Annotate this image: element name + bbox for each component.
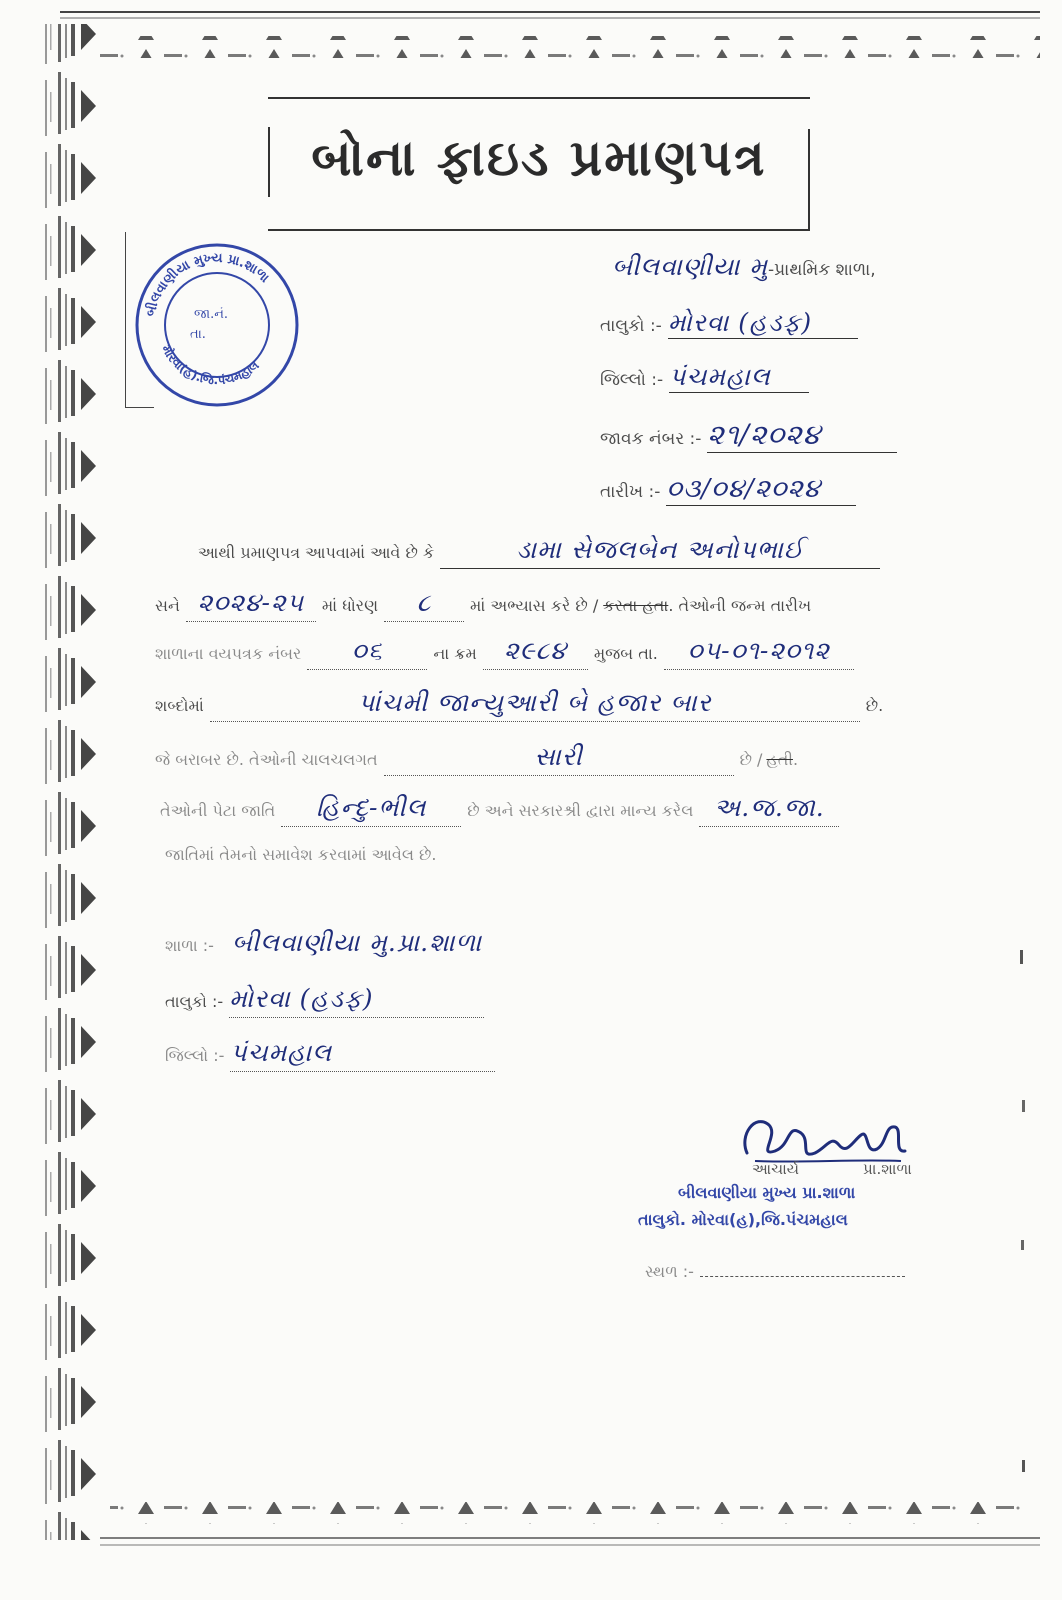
seal-ring-text: બીલવાણીયા મુખ્ય પ્રા.શાળા (143, 250, 272, 319)
register-no: ૦૬ (351, 636, 383, 665)
line2-a: સને (155, 596, 180, 615)
line3-c: મુજબ તા. (593, 644, 658, 663)
body-line-1 (198, 535, 886, 569)
line2-b: માં ધોરણ (321, 596, 379, 615)
line5-struck: હતી (766, 750, 793, 769)
header-school-row (612, 252, 876, 282)
body-line-3 (155, 636, 860, 670)
seal-center-line1: જા.નં. (194, 307, 229, 322)
header-taluka-row (600, 308, 858, 339)
place-label: સ્થળ :- (645, 1262, 694, 1281)
header-school-suffix: -પ્રાથમિક શાળા, (767, 260, 876, 280)
header-outward-label: જાવક નંબર :- (600, 429, 702, 449)
line2-d: . તેઓની જન્મ તારીખ (668, 596, 812, 615)
line2-struck: કરતા હતા (603, 596, 669, 615)
body-line-6 (160, 793, 845, 827)
body-line-4 (155, 688, 883, 722)
category: અ.જ.જા. (713, 793, 825, 822)
header-outward-row (600, 418, 897, 453)
header-taluka: મોરવા (હડફ) (667, 308, 813, 337)
header-taluka-label: તાલુકો :- (600, 316, 662, 336)
header-date-row (600, 474, 856, 506)
birth-date-words: પાંચમી જાન્યુઆરી બે હજાર બાર (358, 688, 712, 717)
footer-district-label: જિલ્લો :- (165, 1046, 225, 1065)
stamp-line-2: તાલુકો. મોરવા(હ),જિ.પંચમહાલ (638, 1210, 848, 1229)
footer-taluka: મોરવા (હડફ) (229, 984, 374, 1013)
stamp-title-suffix: પ્રા.શાળા (863, 1160, 912, 1178)
academic-year: ૨૦૨૪-૨૫ (197, 588, 305, 617)
place-row (645, 1262, 911, 1282)
line2-c: માં અભ્યાસ કરે છે / (470, 596, 599, 615)
header-district-row (600, 362, 809, 393)
certificate-title: બોના ફાઇડ પ્રમાણપત્ર (311, 129, 767, 187)
serial-no: ૨૯૮૪ (503, 636, 567, 665)
footer-taluka-label: તાલુકો :- (165, 992, 224, 1011)
body-line-5 (155, 742, 798, 776)
header-district-label: જિલ્લો :- (600, 370, 664, 390)
stamp-title-row (752, 1160, 912, 1178)
body-line-2 (155, 588, 811, 622)
header-date-label: તારીખ :- (600, 482, 661, 502)
footer-school: બીલવાણીયા મુ.પ્રા.શાળા (231, 928, 483, 957)
footer-taluka-row (165, 984, 490, 1018)
footer-district: પંચમહાલ (230, 1038, 333, 1067)
line6-b: છે અને સરકારશ્રી દ્વારા માન્ય કરેલ (467, 801, 694, 820)
footer-school-label: શાળા :- (165, 936, 214, 955)
student-name: ડામા સેજલબેન અનોપભાઈ (516, 535, 805, 564)
header-date: ૦૩/૦૪/૨૦૨૪ (666, 474, 821, 504)
stamp-title: આચાર્ય (752, 1160, 800, 1178)
conduct: સારી (534, 742, 583, 771)
footer-school-row (165, 928, 482, 958)
line4-b: છે. (865, 696, 884, 715)
body-line-7: જાતિમાં તેમનો સમાવેશ કરવામાં આવેલ છે. (165, 845, 437, 864)
header-district: પંચમહાલ (669, 362, 771, 391)
header-outward-no: ૨૧/૨૦૨૪ (707, 418, 822, 451)
line5-a: જે બરાબર છે. તેઓની ચાલચલગત (155, 750, 378, 769)
line6-a: તેઓની પેટા જાતિ (160, 801, 276, 820)
footer-district-row (165, 1038, 501, 1072)
line1-prefix: આથી પ્રમાણપત્ર આપવામાં આવે છે કે (198, 543, 435, 562)
line4-a: શબ્દોમાં (155, 696, 204, 715)
stamp-line-1: બીલવાણીયા મુખ્ય પ્રા.શાળા (678, 1183, 856, 1202)
seal-center-line2: તા. (190, 327, 206, 342)
header-school-name: બીલવાણીયા મુ (612, 252, 768, 281)
school-seal (132, 240, 302, 410)
line5-c: . (792, 750, 799, 769)
seal-ring-bottom: મોરવા(હ).જિ.પંચમહાલ (158, 342, 262, 388)
birth-date: ૦૫-૦૧-૨૦૧૨ (687, 636, 830, 665)
standard: ૮ (416, 588, 432, 617)
svg-text:મોરવા(હ).જિ.પંચમહાલ (159, 342, 262, 387)
title-box (268, 97, 810, 231)
line3-b: ના ક્રમ (433, 644, 477, 663)
line5-b: છે / (739, 750, 763, 769)
caste: હિન્દુ-ભીલ (316, 793, 427, 822)
line3-a: શાળાના વયપત્રક નંબર (155, 644, 302, 663)
